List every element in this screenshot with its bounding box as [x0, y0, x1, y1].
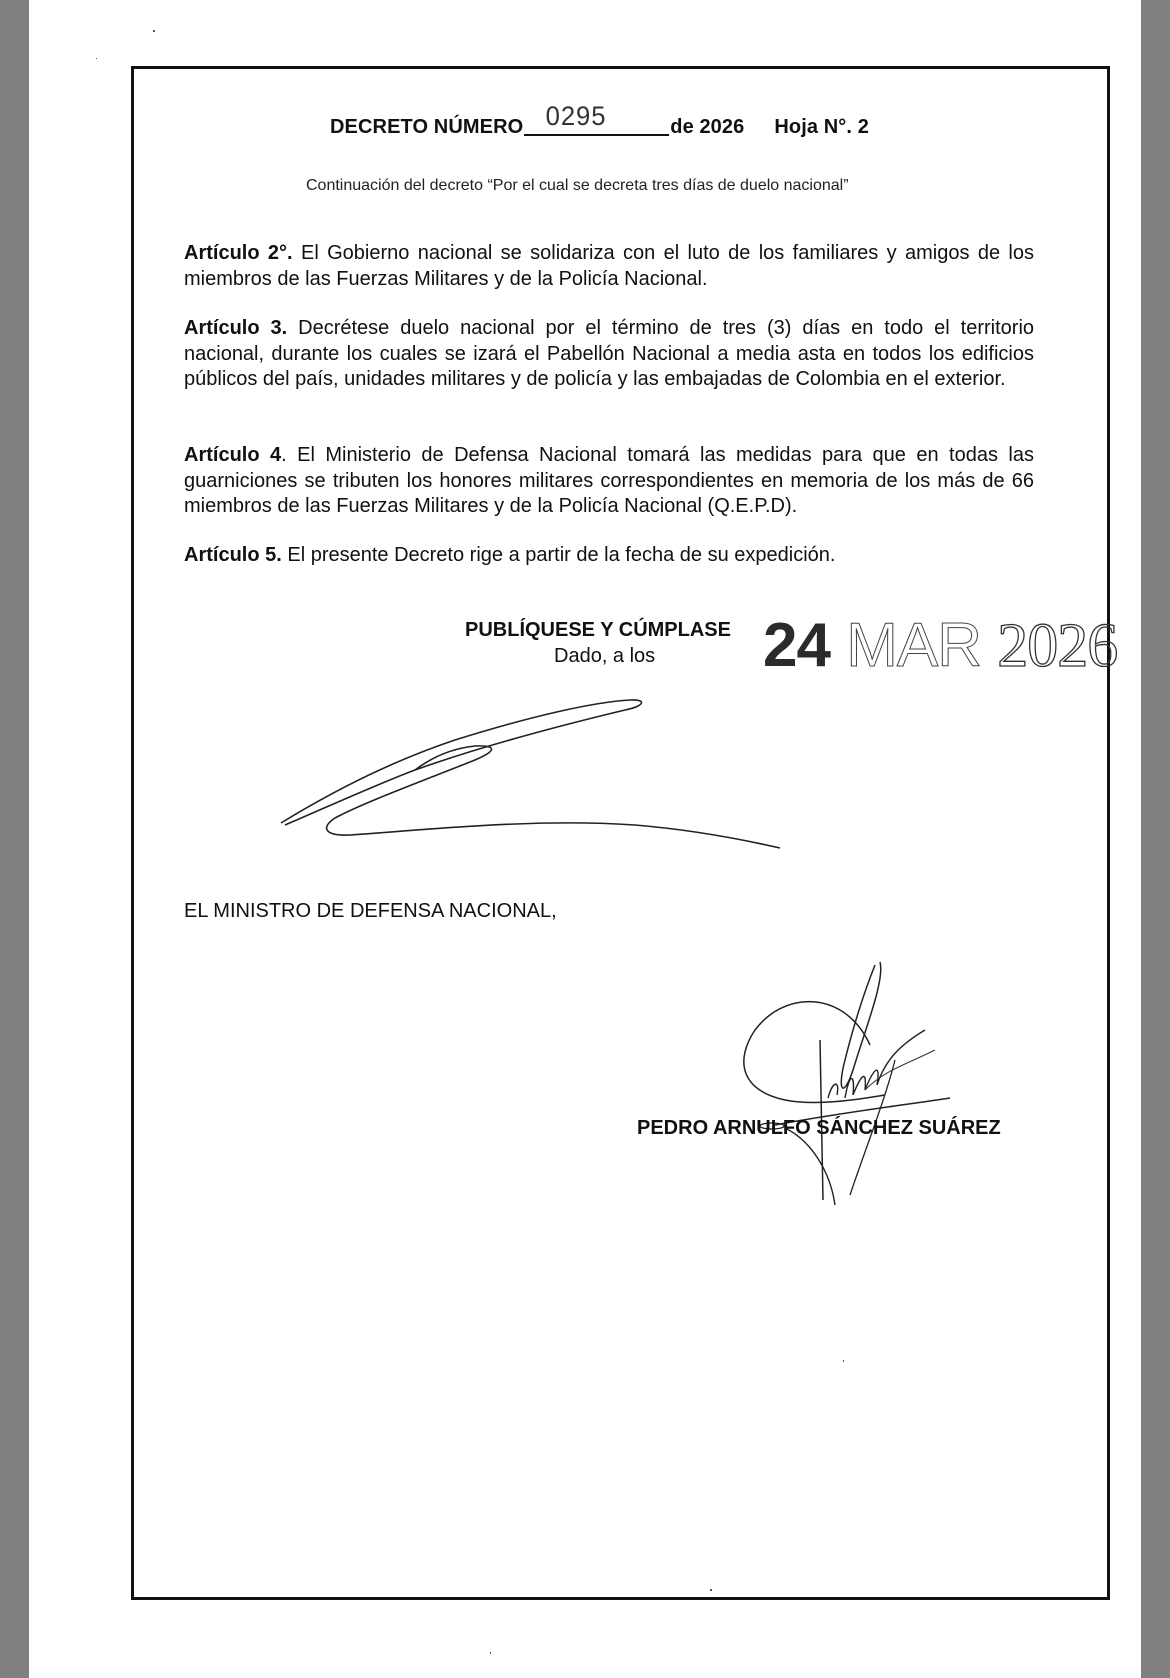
dado-a-los: Dado, a los	[554, 645, 656, 667]
decree-number-field	[524, 101, 669, 136]
article-3	[184, 316, 1034, 393]
signature-minister-icon	[725, 950, 965, 1210]
scan-speck	[843, 1360, 844, 1362]
stamp-year: 2026	[997, 612, 1118, 680]
article-label: Artículo 4	[184, 444, 282, 466]
stamp-day: 24	[763, 611, 830, 680]
signatory-title: EL MINISTRO DE DEFENSA NACIONAL,	[184, 900, 557, 922]
signatory-name: PEDRO ARNULFO SÁNCHEZ SUÁREZ	[637, 1117, 1001, 1139]
decree-heading	[330, 101, 869, 139]
article-2	[184, 241, 1034, 292]
viewer-background-left	[0, 0, 29, 1678]
article-text: El Gobierno nacional se solidariza con el luto de los familiares y amigos de los miembros de las Fuerzas Militares y de la Policía Nacional.	[184, 242, 1035, 290]
decree-number: 0295	[545, 101, 607, 131]
scan-speck	[153, 30, 155, 32]
date-stamp	[763, 611, 1118, 680]
article-4	[184, 443, 1034, 520]
signature-president-icon	[275, 690, 795, 860]
article-label: Artículo 3.	[184, 317, 288, 339]
article-text: El presente Decreto rige a partir de la fecha de su expedición.	[281, 544, 836, 566]
publiquese-cumplase: PUBLÍQUESE Y CÚMPLASE	[465, 619, 731, 641]
page-number: Hoja N°. 2	[774, 116, 869, 138]
decree-heading-prefix: DECRETO NÚMERO	[330, 116, 524, 138]
scan-speck	[490, 1652, 491, 1654]
article-label: Artículo 2°.	[184, 242, 293, 264]
article-text: . El Ministerio de Defensa Nacional tomará las medidas para que en todas las guarniciones se tributen los honores militares correspondientes en memoria de los más de 66 miembros de las Fuerzas Militares y de la Policía Nacional (Q.E.P.D).	[184, 444, 1034, 517]
decree-year: de 2026	[670, 116, 745, 138]
article-text: Decrétese duelo nacional por el término de tres (3) días en todo el territorio nacional, durante los cuales se izará el Pabellón Nacional a media asta en todos los edificios públicos del país, unidades militares y de policía y las embajadas de Colombia en el exterior.	[184, 317, 1035, 390]
scan-speck	[710, 1589, 712, 1591]
decree-subtitle: Continuación del decreto “Por el cual se decreta tres días de duelo nacional”	[306, 177, 849, 194]
article-label: Artículo 5.	[184, 544, 282, 566]
viewer-background-right	[1141, 0, 1170, 1678]
article-5	[184, 543, 1034, 569]
scan-speck	[96, 58, 97, 59]
stamp-month: MAR	[846, 611, 981, 680]
